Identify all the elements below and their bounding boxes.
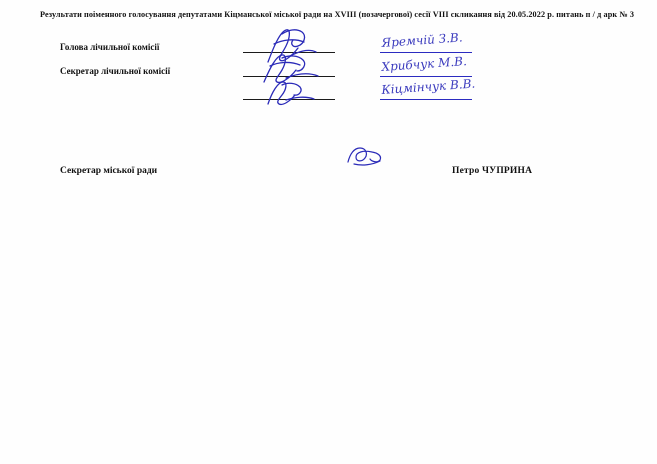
label-city-council-secretary: Секретар міської ради: [60, 166, 158, 176]
name-underline-1: [380, 52, 472, 53]
document-header: Результати поіменного голосування депутатами Кіцманської міської ради на XVIII (позачергової) сесії VIII скликання від 20.05.2022 р. питань п / д арк № 3: [40, 10, 635, 19]
handwritten-name-3: Кіцмінчук В.В.: [381, 76, 476, 97]
label-signer-name: Петро ЧУПРИНА: [452, 166, 533, 176]
handwritten-name-2: Хрибчук М.В.: [381, 54, 468, 74]
signature-scribble-city-secretary: [344, 142, 388, 168]
name-underline-3: [380, 99, 472, 100]
signature-scribble-3: [262, 78, 328, 108]
label-commission-head: Голова лічильної комісії: [60, 42, 160, 52]
label-commission-secretary: Секретар лічильної комісії: [60, 66, 171, 76]
handwritten-name-1: Яремчій З.В.: [381, 30, 464, 50]
